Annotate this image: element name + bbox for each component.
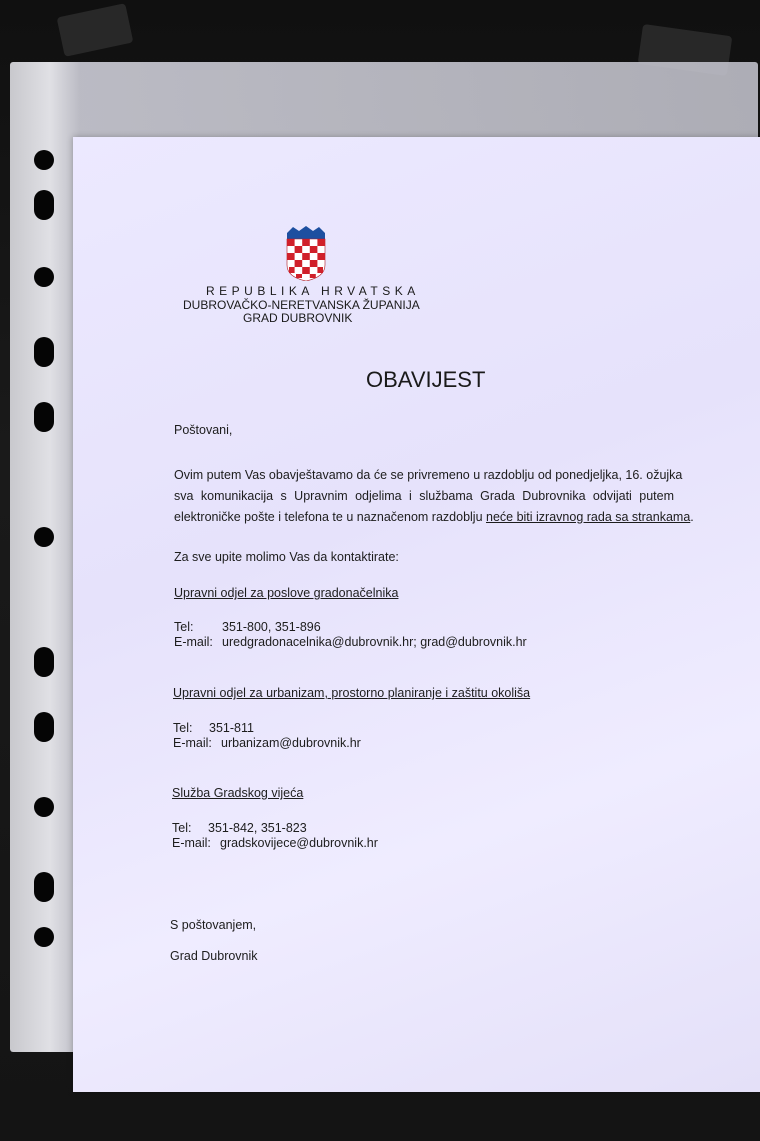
punch-hole xyxy=(34,527,54,547)
department-name: Upravni odjel za poslove gradonačelnika xyxy=(174,586,399,600)
department-name: Služba Gradskog vijeća xyxy=(172,786,304,800)
department-tel xyxy=(174,620,321,634)
signature: Grad Dubrovnik xyxy=(170,949,258,963)
paragraph-period: . xyxy=(690,510,694,524)
punch-hole xyxy=(34,797,54,817)
department-name: Upravni odjel za urbanizam, prostorno planiranje i zaštitu okoliša xyxy=(173,686,531,700)
tel-label: Tel: xyxy=(174,620,194,634)
notice-paper xyxy=(73,137,760,1092)
email-label: E-mail: xyxy=(173,736,212,750)
tel-value: 351-811 xyxy=(209,721,254,735)
paragraph-line-3-text: elektroničke pošte i telefona te u naznačenom razdoblju xyxy=(174,510,486,524)
email-value: urbanizam@dubrovnik.hr xyxy=(221,736,361,750)
plastic-sleeve xyxy=(10,62,758,1052)
header-county: DUBROVAČKO-NERETVANSKA ŽUPANIJA xyxy=(183,298,420,312)
paragraph-line-1: Ovim putem Vas obavještavamo da će se privremeno u razdoblju od ponedjeljka, 16. ožujka xyxy=(174,468,683,482)
punch-hole xyxy=(34,402,54,432)
email-value: gradskovijece@dubrovnik.hr xyxy=(220,836,378,850)
department-email xyxy=(174,635,527,649)
department-tel xyxy=(173,721,254,735)
contact-intro: Za sve upite molimo Vas da kontaktirate: xyxy=(174,550,399,564)
punch-hole xyxy=(34,712,54,742)
punch-hole xyxy=(34,267,54,287)
closing: S poštovanjem, xyxy=(170,918,257,932)
punch-hole xyxy=(34,337,54,367)
tel-value: 351-800, 351-896 xyxy=(222,620,321,634)
email-label: E-mail: xyxy=(172,836,211,850)
paragraph-line-2: sva komunikacija s Upravnim odjelima i službama Grada Dubrovnika odvijati putem xyxy=(174,489,674,503)
email-label: E-mail: xyxy=(174,635,213,649)
department-tel xyxy=(172,821,307,835)
email-value: uredgradonacelnika@dubrovnik.hr; grad@dubrovnik.hr xyxy=(222,635,527,649)
department-email xyxy=(173,736,361,750)
paragraph-underlined-text: neće biti izravnog rada sa strankama xyxy=(486,510,691,524)
punch-hole xyxy=(34,647,54,677)
tape-top-left xyxy=(57,3,134,57)
punch-hole xyxy=(34,872,54,902)
punch-holes xyxy=(10,62,70,1052)
tel-label: Tel: xyxy=(172,821,192,835)
punch-hole xyxy=(34,150,54,170)
croatian-coat-of-arms-icon xyxy=(285,225,327,281)
tel-value: 351-842, 351-823 xyxy=(208,821,307,835)
header-republic: REPUBLIKA HRVATSKA xyxy=(206,284,420,298)
greeting: Poštovani, xyxy=(174,423,233,437)
paragraph-line-3 xyxy=(174,510,694,524)
department-email xyxy=(172,836,378,850)
tel-label: Tel: xyxy=(173,721,193,735)
punch-hole xyxy=(34,190,54,220)
notice-title: OBAVIJEST xyxy=(366,367,486,392)
punch-hole xyxy=(34,927,54,947)
header-city: GRAD DUBROVNIK xyxy=(243,311,353,325)
